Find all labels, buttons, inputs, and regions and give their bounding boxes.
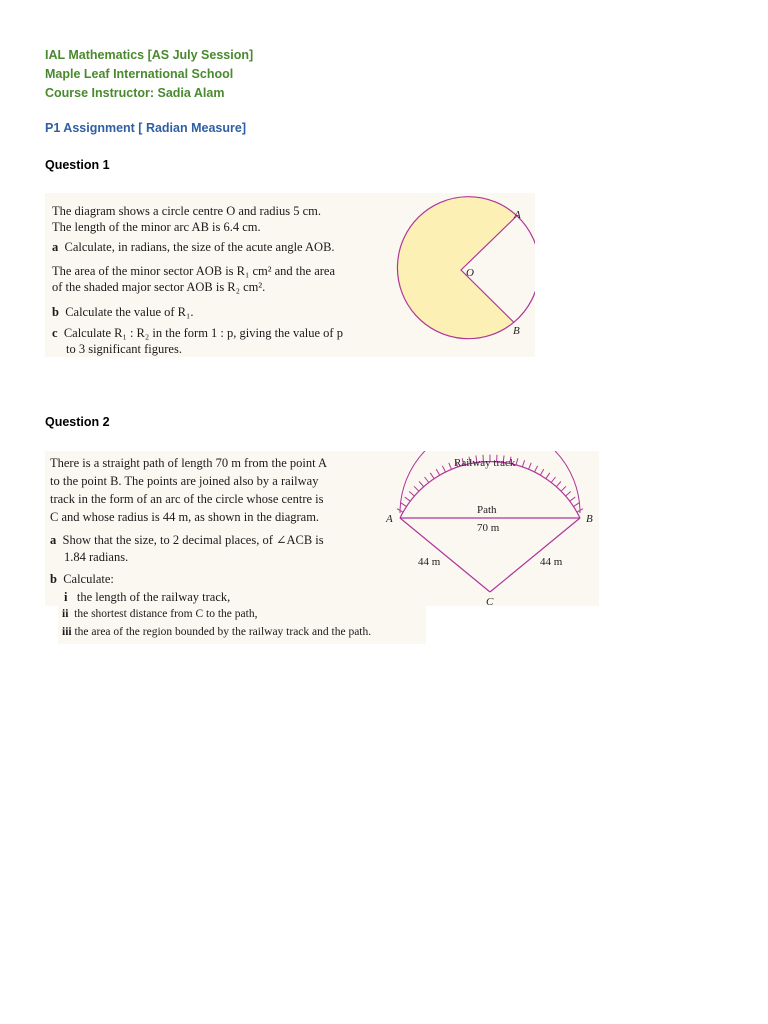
question-2-heading: Question 2 xyxy=(45,415,110,429)
q2-part-b-i-text: the length of the railway track, xyxy=(76,590,231,604)
q1-part-b-letter: b xyxy=(52,305,59,319)
q2-railway-sleeper xyxy=(449,463,452,470)
q2-part-b-text: Calculate: xyxy=(63,572,114,586)
instructor-name: Course Instructor: Sadia Alam xyxy=(45,86,225,100)
q2-railway-diagram xyxy=(45,451,599,606)
assignment-title: P1 Assignment [ Radian Measure] xyxy=(45,121,246,135)
q1-major-sector xyxy=(397,197,516,339)
school-name: Maple Leaf International School xyxy=(45,67,234,81)
q1-part-c-letter: c xyxy=(52,326,58,340)
q2-part-b-i-label: i xyxy=(64,590,68,604)
q2-path-label: Path xyxy=(477,504,497,516)
q2-intro-2: to the point B. The points are joined also by a railway xyxy=(50,474,319,488)
q2-railway-sleeper xyxy=(405,497,411,501)
q1-label-a: A xyxy=(514,209,521,221)
q2-railway-sleeper xyxy=(419,482,424,487)
q2-railway-sleeper xyxy=(566,492,571,497)
q2-railway-sleeper xyxy=(570,497,576,501)
q1-intro-1: The diagram shows a circle centre O and radius 5 cm. xyxy=(52,204,321,218)
q2-part-b-iii-label: iii xyxy=(62,626,72,638)
q2-railway-sleeper xyxy=(535,466,538,472)
q2-railway-sleeper xyxy=(522,460,524,467)
q2-part-a-letter: a xyxy=(50,533,57,547)
q2-right-radius: 44 m xyxy=(540,556,563,568)
q2-railway-sleeper xyxy=(546,473,550,479)
q2-intro-3: track in the form of an arc of the circle whose centre is xyxy=(50,492,324,506)
q2-railway-sleeper xyxy=(409,492,414,497)
q2-part-a-text-2: 1.84 radians. xyxy=(64,550,129,564)
q2-part-b-ii-label: ii xyxy=(62,608,69,620)
question-1-panel xyxy=(45,193,535,357)
q2-railway-sleeper xyxy=(442,466,445,472)
q2-part-b-iii xyxy=(62,626,371,638)
q2-part-b-ii-text: the shortest distance from C to the path, xyxy=(74,608,258,620)
q2-railway-sleeper xyxy=(574,503,580,507)
q1-intro-2: The length of the minor arc AB is 6.4 cm. xyxy=(52,220,261,234)
q1-part-c-text-1: Calculate R₁ : R₂ in the form 1 : p, giving the value of p xyxy=(63,326,343,340)
q2-railway-sleeper xyxy=(430,473,434,479)
q1-part-a-text: Calculate, in radians, the size of the acute angle AOB. xyxy=(64,240,335,254)
q2-railway-sleeper xyxy=(425,477,429,483)
q2-railway-sleeper xyxy=(516,458,518,465)
question-1-heading: Question 1 xyxy=(45,158,110,172)
q1-label-b: B xyxy=(513,325,520,337)
q2-railway-sleeper xyxy=(414,486,419,491)
question-2-continuation xyxy=(58,606,426,644)
q2-radius-right xyxy=(490,518,580,592)
q1-circle-diagram xyxy=(45,193,535,357)
q2-label-a: A xyxy=(386,513,393,525)
q1-part-a-letter: a xyxy=(52,240,59,254)
q2-railway-sleeper xyxy=(556,482,561,487)
q2-part-b-letter: b xyxy=(50,572,57,586)
q2-intro-1: There is a straight path of length 70 m from the point A xyxy=(50,456,328,470)
q2-part-a-text-1: Show that the size, to 2 decimal places, of ∠ACB is xyxy=(62,533,324,547)
q1-minor-arc xyxy=(514,216,535,322)
q2-left-radius: 44 m xyxy=(418,556,441,568)
q2-label-b: B xyxy=(586,513,593,525)
q1-area-2: of the shaded major sector AOB is R₂ cm². xyxy=(52,280,266,294)
q1-label-o: O xyxy=(466,267,474,279)
q2-intro-4: C and whose radius is 44 m, as shown in the diagram. xyxy=(50,510,320,524)
q2-part-b-ii xyxy=(62,608,257,620)
q1-part-b-text: Calculate the value of R₁. xyxy=(65,305,194,319)
q1-area-1: The area of the minor sector AOB is R₁ cm² and the area xyxy=(52,264,336,278)
q2-part-b-iii-text: the area of the region bounded by the railway track and the path. xyxy=(74,626,372,638)
q2-path-length: 70 m xyxy=(477,522,500,534)
q2-railway-sleeper xyxy=(401,503,407,507)
q2-railway-label: Railway track xyxy=(454,457,516,469)
course-title: IAL Mathematics [AS July Session] xyxy=(45,48,254,62)
q1-part-c-text-2: to 3 significant figures. xyxy=(66,342,182,356)
question-2-panel xyxy=(45,451,599,606)
q2-railway-sleeper xyxy=(561,486,566,491)
q2-railway-sleeper xyxy=(540,469,544,475)
q2-railway-sleeper xyxy=(551,477,555,483)
q2-label-c: C xyxy=(486,596,494,606)
q2-railway-sleeper xyxy=(529,463,532,470)
q2-railway-sleeper xyxy=(436,469,440,475)
